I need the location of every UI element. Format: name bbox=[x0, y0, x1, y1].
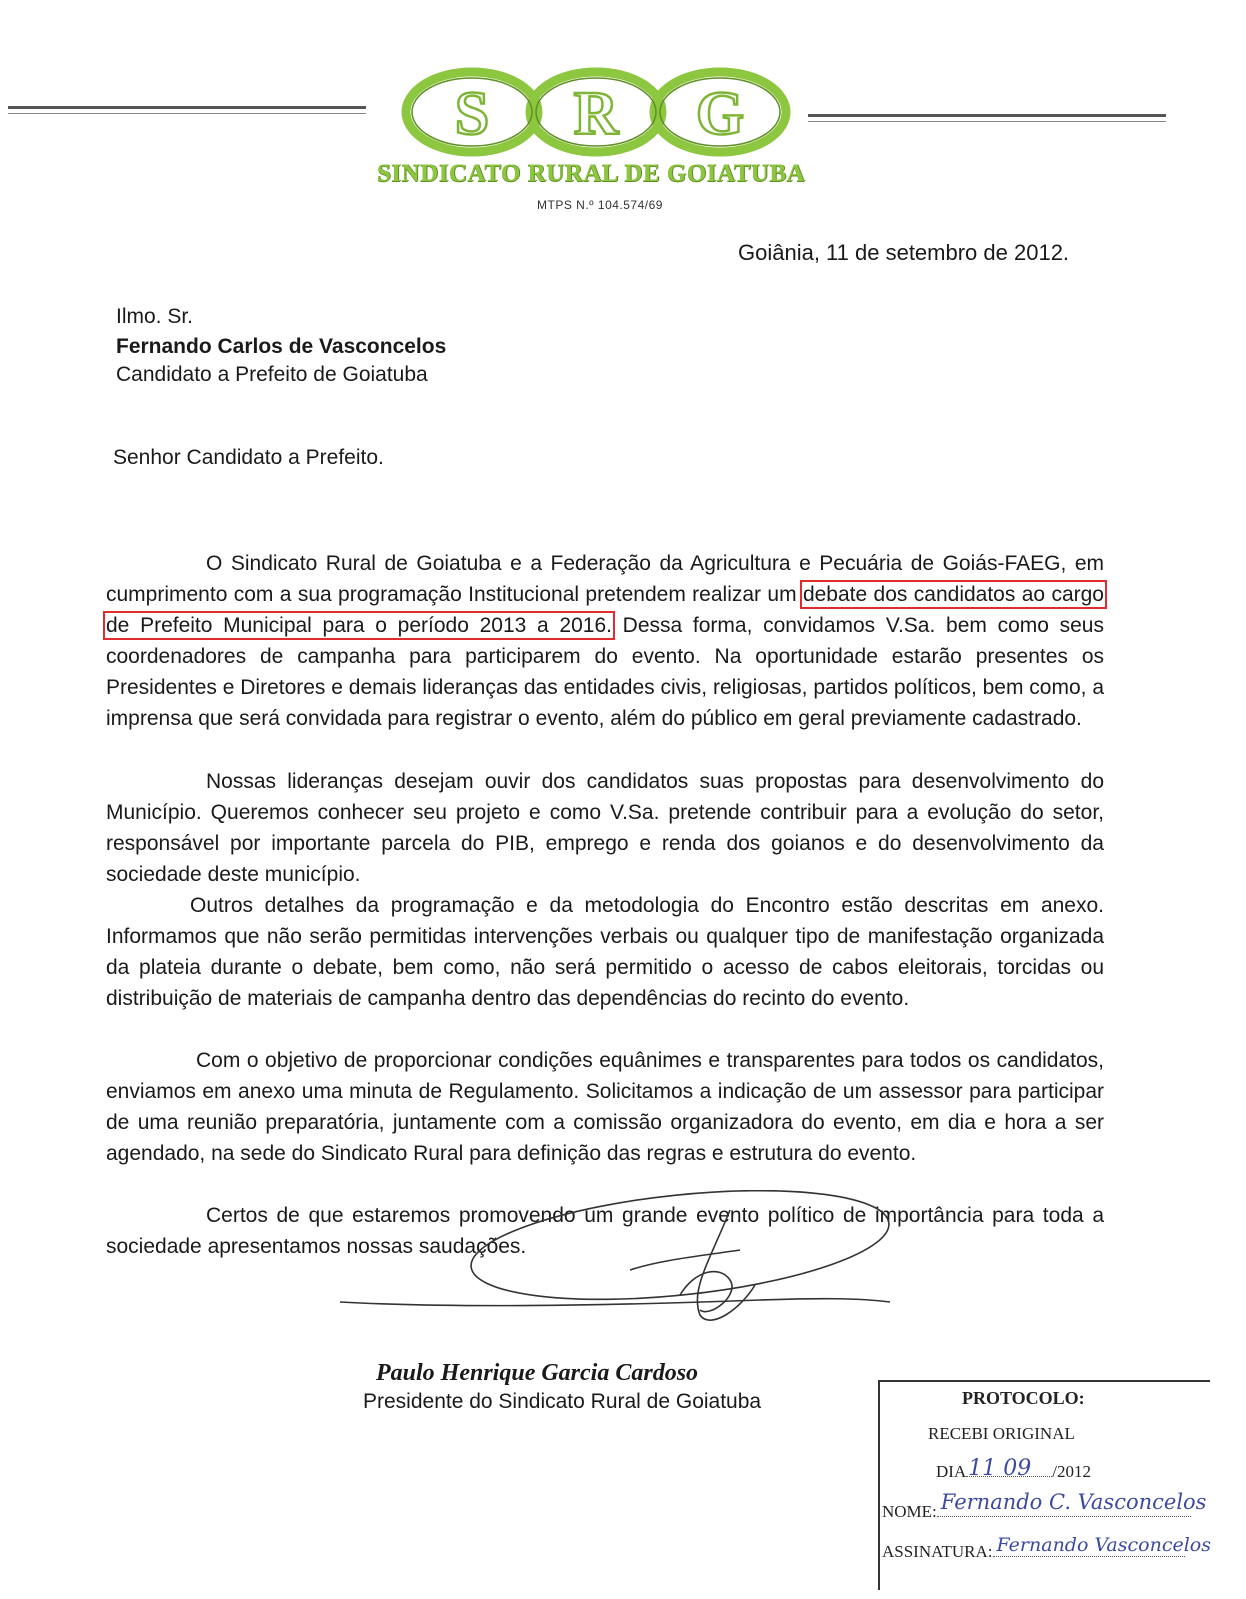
paragraph-3-text: Outros detalhes da programação e da metodologia do Encontro estão descritas em anexo. Informamos que não serão permitidas intervenções verbais ou qualquer tipo de manifestação organizada da plateia durante o debate, bem como, não será permitido o acesso de cabos eleitorais, torcidas ou distribuição de materiais de campanha dentro das dependências do recinto do evento. bbox=[106, 894, 1104, 1010]
paragraph-1-end: Dessa forma, convidamos V.Sa. bem como seus coordenadores de campanha para participarem do evento. Na oportunidade estarão presentes os Presidentes e Diretores e demais lideranças das entidades civis, religiosas, partidos políticos, bem como, a imprensa que será convidada para registrar o evento, além do público em geral previamente cadastrado. bbox=[106, 614, 1104, 730]
signer-title: Presidente do Sindicato Rural de Goiatuba bbox=[363, 1390, 762, 1413]
paragraph-1 bbox=[106, 548, 1104, 734]
protocol-date-row: DIA 11 09 /2012 bbox=[936, 1456, 1091, 1481]
protocol-signature-value: Fernando Vasconcelos bbox=[996, 1534, 1211, 1556]
recipient-title: Ilmo. Sr. bbox=[116, 305, 194, 328]
paragraph-1-start: O Sindicato Rural de Goiatuba e a Federação da Agricultura e Pecuária de Goiás-FAEG, em cumprimento com a sua programação Institucional pretendem realizar um bbox=[106, 552, 1104, 606]
srg-logo bbox=[400, 62, 792, 162]
protocol-name-value: Fernando C. Vasconcelos bbox=[940, 1490, 1207, 1514]
logo-letter-r: R bbox=[573, 80, 619, 148]
paragraph-4-text: Com o objetivo de proporcionar condições equânimes e transparentes para todos os candidatos, enviamos em anexo uma minuta de Regulamento. Solicitamos a indicação de um assessor para participar de uma reunião preparatória, juntamente com a comissão organizadora do evento, em dia e hora a ser agendado, na sede do Sindicato Rural para definição das regras e estrutura do evento. bbox=[106, 1049, 1104, 1165]
paragraph-3 bbox=[106, 890, 1104, 1014]
recipient-role: Candidato a Prefeito de Goiatuba bbox=[116, 363, 428, 386]
signer-name: Paulo Henrique Garcia Cardoso bbox=[376, 1360, 699, 1386]
protocol-title: PROTOCOLO: bbox=[962, 1388, 1085, 1408]
logo-letter-g: G bbox=[695, 80, 745, 148]
org-name: SINDICATO RURAL DE GOIATUBA bbox=[376, 160, 806, 187]
protocol-signature-row bbox=[882, 1534, 1211, 1562]
paragraph-2 bbox=[106, 766, 1104, 890]
recipient-name: Fernando Carlos de Vasconcelos bbox=[116, 335, 447, 358]
header-rule-left bbox=[8, 106, 366, 109]
registration-number: MTPS N.º 104.574/69 bbox=[537, 198, 663, 212]
protocol-date-value: 11 09 bbox=[968, 1456, 1032, 1481]
handwritten-signature bbox=[300, 1190, 920, 1360]
protocol-date-label: DIA bbox=[936, 1462, 967, 1481]
logo-letter-s: S bbox=[454, 80, 490, 148]
paragraph-5-text: Certos de que estaremos promovendo um grande evento político de importância para toda a sociedade apresentamos nossas saudações. bbox=[106, 1204, 1104, 1258]
protocol-name-label: NOME: bbox=[882, 1502, 937, 1521]
highlighted-debate-text: debate dos candidatos ao cargo de Prefeito Municipal para o período 2013 a 2016. bbox=[106, 583, 1104, 637]
paragraph-4 bbox=[106, 1045, 1104, 1169]
header-rule-right bbox=[808, 114, 1166, 117]
protocol-signature-label: ASSINATURA: bbox=[882, 1542, 993, 1561]
protocol-year: 2012 bbox=[1056, 1462, 1091, 1481]
protocol-received: RECEBI ORIGINAL bbox=[928, 1424, 1075, 1443]
paragraph-2-text: Nossas lideranças desejam ouvir dos candidatos suas propostas para desenvolvimento do Município. Queremos conhecer seu projeto e como V.Sa. pretende contribuir para a evolução do setor, responsável por importante parcela do PIB, emprego e renda dos goianos e do desenvolvimento da sociedade deste município. bbox=[106, 770, 1104, 886]
protocol-name-row bbox=[882, 1490, 1207, 1522]
protocol-stamp bbox=[878, 1380, 1210, 1590]
letter-date: Goiânia, 11 de setembro de 2012. bbox=[738, 240, 1070, 265]
greeting: Senhor Candidato a Prefeito. bbox=[113, 446, 384, 469]
